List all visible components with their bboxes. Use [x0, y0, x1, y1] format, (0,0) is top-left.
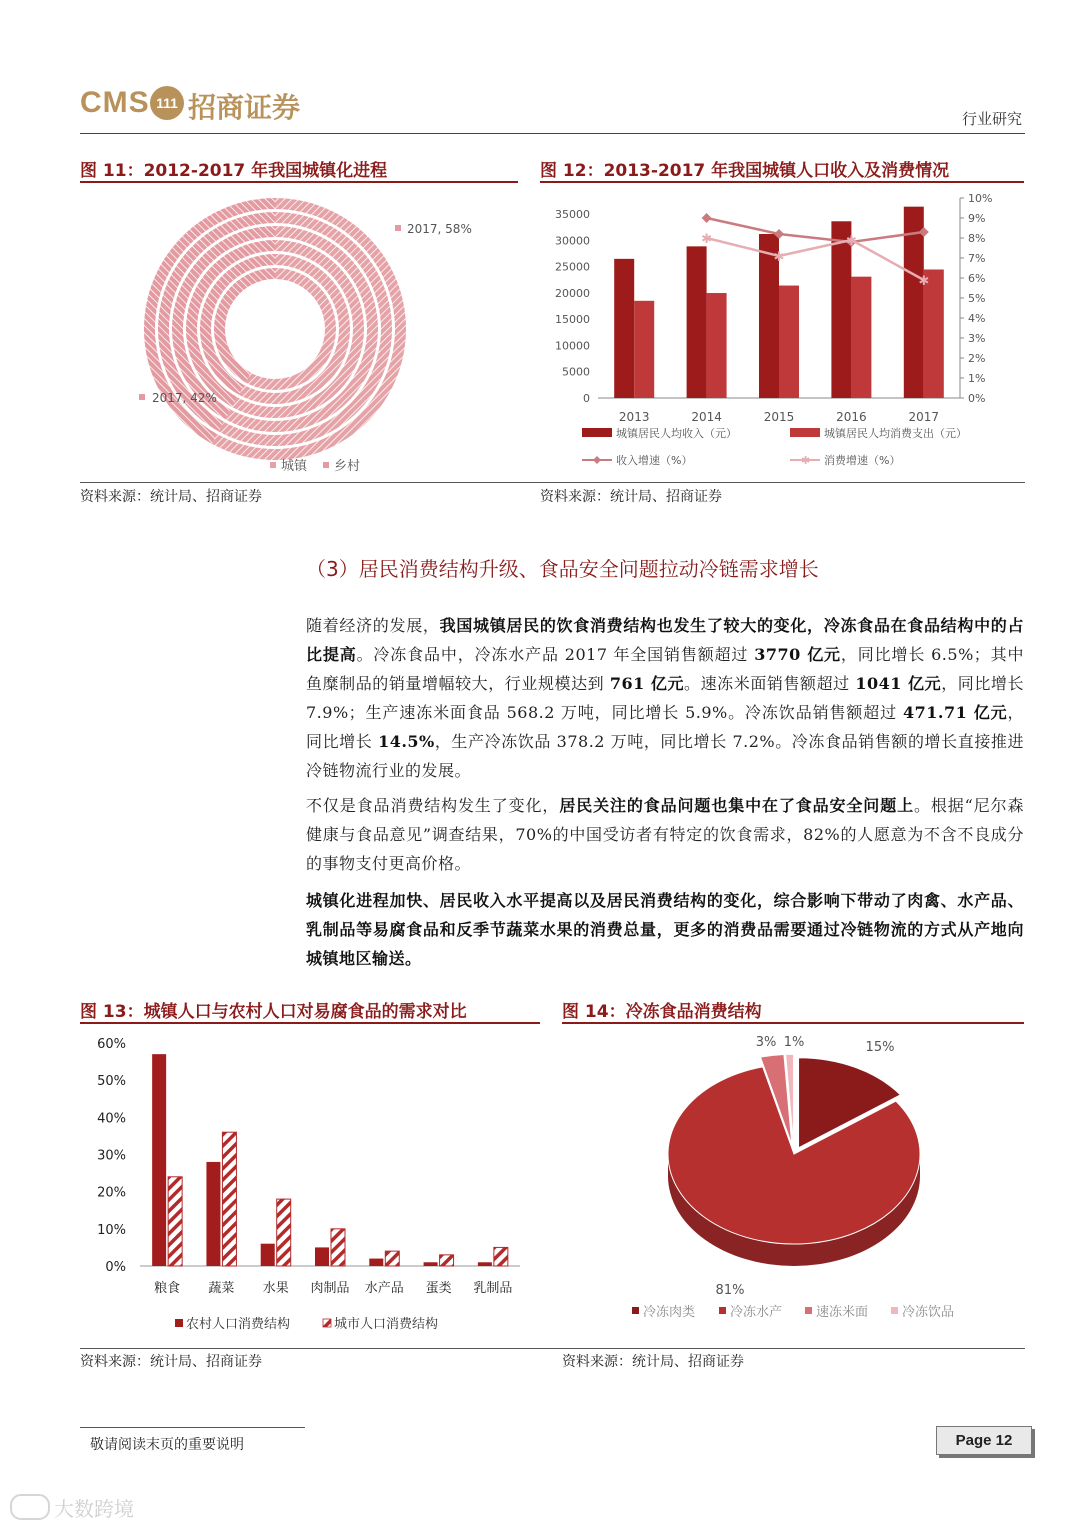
fig12-legend-inc-growth: 收入增速（%）	[616, 454, 693, 467]
fig13-x-tick: 蛋类	[425, 1281, 452, 1296]
fig14-legend-meat-swatch	[632, 1307, 639, 1314]
text-run: 761 亿元	[609, 674, 685, 693]
fig13-x-tick: 蔬菜	[208, 1281, 235, 1296]
fig12-legend-income-swatch	[582, 428, 612, 437]
fig11-label-rural: 2017, 42%	[152, 391, 217, 405]
paragraph-2	[306, 791, 1024, 878]
fig13-title-rule	[80, 1022, 540, 1024]
fig12-right-tick: 3%	[968, 332, 986, 345]
fig12-x-tick: 2015	[763, 410, 795, 424]
fig14-data-label: 15%	[865, 1040, 895, 1055]
paragraph-3	[306, 886, 1024, 973]
fig13-bar	[315, 1247, 329, 1266]
footer-note: 敬请阅读末页的重要说明	[90, 1437, 244, 1453]
page-header	[80, 84, 1025, 134]
fig12-source: 资料来源：统计局、招商证券	[540, 489, 722, 505]
fig14-legend-aquatic: 冷冻水产	[730, 1305, 783, 1320]
fig14-chart	[562, 1026, 1024, 1342]
fig12-x-tick: 2016	[836, 410, 867, 424]
fig12-right-tick: 2%	[968, 352, 986, 365]
fig12-left-tick: 15000	[555, 313, 590, 327]
fig13-x-tick: 水果	[262, 1281, 289, 1296]
fig13-legend-rural: 农村人口消费结构	[186, 1317, 291, 1332]
fig12-legend-spend: 城镇居民人均消费支出（元）	[824, 427, 967, 440]
fig12-left-tick: 10000	[555, 339, 590, 353]
fig12-left-tick: 5000	[562, 365, 590, 379]
text-run: 3770 亿元	[754, 645, 841, 664]
fig11-label-urban: 2017, 58%	[407, 222, 472, 236]
text-run: 我国城镇居民的饮食消费结构也发生了较大的变化，冷冻食品在食品结构中的占比提高	[306, 616, 1024, 664]
fig12-legend-spend-swatch	[790, 428, 820, 437]
fig12-line	[707, 238, 924, 280]
fig13-bar	[222, 1132, 236, 1266]
fig13-y-tick: 20%	[97, 1185, 126, 1201]
fig11-label-urban-marker	[395, 225, 401, 231]
fig12-line-marker	[702, 213, 712, 223]
text-run: 不仅是食品消费结构发生了变化，	[306, 796, 560, 815]
fig13-y-tick: 50%	[97, 1074, 126, 1090]
fig12-right-tick: 6%	[968, 272, 986, 285]
fig13-bar	[206, 1162, 220, 1266]
fig13-legend-urban: 城市人口消费结构	[334, 1317, 439, 1332]
watermark-text: 大数跨境	[54, 1497, 134, 1521]
fig11-legend-urban-swatch	[270, 462, 276, 468]
fig11-rings	[144, 198, 406, 460]
fig13-x-tick: 粮食	[154, 1281, 181, 1296]
fig11-title: 图 11：2012-2017 年我国城镇化进程	[80, 161, 388, 181]
fig13-bar	[440, 1255, 454, 1266]
header-rule	[80, 133, 1025, 134]
fig12-right-tick: 0%	[968, 392, 986, 405]
fig12-legend-inc-growth-marker	[593, 456, 601, 464]
fig-row2-bottom-rule	[80, 1348, 1025, 1349]
fig13-x-tick: 乳制品	[473, 1281, 513, 1296]
fig12-bar	[634, 301, 654, 398]
fig13-title: 图 13：城镇人口与农村人口对易腐食品的需求对比	[80, 1002, 467, 1022]
fig12-line-marker: ✱	[773, 250, 785, 265]
fig12-x-tick: 2017	[908, 410, 940, 424]
fig12-right-tick: 4%	[968, 312, 986, 325]
watermark-logo-icon	[10, 1494, 50, 1520]
fig12-legend-income: 城镇居民人均收入（元）	[616, 427, 737, 440]
fig11-chart	[80, 184, 520, 484]
fig12-right-tick: 5%	[968, 292, 986, 305]
fig11-source: 资料来源：统计局、招商证券	[80, 489, 262, 505]
fig11-ring-2012-urban	[246, 268, 336, 390]
fig13-y-tick: 30%	[97, 1148, 126, 1164]
fig13-bar	[478, 1262, 492, 1266]
fig13-source: 资料来源：统计局、招商证券	[80, 1354, 262, 1370]
text-run: 居民关注的食品问题也集中在了食品安全问题上	[559, 796, 914, 815]
fig12-right-tick: 1%	[968, 372, 986, 385]
fig12-bar	[707, 293, 727, 398]
section-heading: （3）居民消费结构升级、食品安全问题拉动冷链需求增长	[306, 557, 819, 581]
fig12-title-rule	[540, 181, 1024, 183]
fig12-legend-con-growth-marker: ✱	[801, 454, 811, 467]
fig12-bar	[687, 246, 707, 398]
fig12-left-tick: 30000	[555, 234, 590, 248]
fig13-x-tick: 肉制品	[310, 1281, 350, 1296]
fig12-left-tick: 0	[583, 392, 590, 405]
fig13-y-tick: 40%	[97, 1111, 126, 1127]
text-run: 14.5%	[378, 732, 435, 751]
section-label: 行业研究	[961, 110, 1022, 128]
fig11-legend-rural-swatch	[323, 462, 329, 468]
text-run: ，同比增长 6.5%；其中鱼糜制品的销量增幅较大，行业规模达到	[306, 645, 1024, 693]
fig14-legend-noodle: 速冻米面	[816, 1305, 869, 1320]
fig13-bar	[152, 1054, 166, 1266]
logo-badge: 111	[150, 86, 184, 120]
fig12-bar	[779, 286, 799, 398]
fig11-legend-urban: 城镇	[281, 459, 308, 474]
fig14-legend-meat: 冷冻肉类	[643, 1305, 696, 1320]
fig14-legend-drink: 冷冻饮品	[902, 1305, 955, 1320]
fig12-line	[707, 218, 924, 242]
fig14-legend-noodle-swatch	[805, 1307, 812, 1314]
fig12-right-tick: 10%	[968, 192, 993, 205]
fig12-x-tick: 2014	[691, 410, 722, 424]
fig13-legend-rural-swatch	[175, 1319, 183, 1327]
fig12-legend-con-growth: 消费增速（%）	[824, 454, 901, 467]
fig12-line-marker: ✱	[845, 234, 857, 249]
fig13-bar	[168, 1177, 182, 1266]
fig13-legend-urban-swatch	[323, 1319, 331, 1327]
fig14-title-rule	[562, 1022, 1024, 1024]
text-run: 。冷冻食品中，冷冻水产品 2017 年全国销售额超过	[356, 645, 755, 664]
fig12-left-tick: 25000	[555, 260, 590, 274]
fig13-bar	[385, 1251, 399, 1266]
fig11-legend-rural: 乡村	[334, 459, 361, 474]
footer-rule	[80, 1427, 305, 1428]
fig14-legend-aquatic-swatch	[719, 1307, 726, 1314]
fig13-chart	[80, 1026, 540, 1342]
text-run: ，同比增长 7.9%；生产速冻米面食品 568.2 万吨，同比增长 5.9%。冷冻饮品销售额超过	[306, 674, 1024, 722]
fig12-chart	[540, 188, 1024, 473]
fig13-bar	[331, 1229, 345, 1266]
fig11-title-rule	[80, 181, 518, 183]
fig11-label-rural-marker	[139, 394, 145, 400]
fig12-bar	[614, 259, 634, 398]
fig12-line-marker: ✱	[918, 274, 930, 289]
text-run: 1041 亿元	[855, 674, 942, 693]
fig12-line-marker: ✱	[701, 232, 713, 247]
text-run: 。根据“尼尔森健康与食品意见”调查结果，70%的中国受访者有特定的饮食需求，82%的人愿意为不含不良成分的事物支付更高价格。	[306, 796, 1024, 873]
fig12-left-tick: 20000	[555, 286, 590, 300]
text-run: ，生产冷冻饮品 378.2 万吨，同比增长 7.2%。冷冻食品销售额的增长直接推进冷链物流行业的发展。	[306, 732, 1024, 780]
fig13-bar	[369, 1259, 383, 1266]
fig12-right-tick: 8%	[968, 232, 986, 245]
fig13-y-tick: 10%	[97, 1222, 126, 1238]
fig13-x-tick: 水产品	[364, 1281, 404, 1296]
logo-chinese-name: 招商证券	[188, 91, 301, 124]
fig13-bar	[261, 1244, 275, 1266]
fig12-left-tick: 35000	[555, 208, 590, 221]
fig12-right-tick: 7%	[968, 252, 986, 265]
text-run: 471.71 亿元	[903, 703, 1008, 722]
fig12-right-tick: 9%	[968, 212, 986, 225]
fig12-x-tick: 2013	[618, 410, 650, 424]
logo-cms: CMS	[80, 86, 150, 119]
text-run: 。速冻米面销售额超过	[684, 674, 856, 693]
fig13-y-tick: 60%	[97, 1037, 126, 1052]
fig12-bar	[851, 277, 871, 398]
fig13-bar	[277, 1199, 291, 1266]
text-run: ，同比增长	[306, 703, 1024, 751]
fig13-bar	[424, 1262, 438, 1266]
fig-row1-bottom-rule	[80, 482, 1025, 483]
fig14-title: 图 14：冷冻食品消费结构	[562, 1002, 762, 1022]
paragraph-1	[306, 611, 1024, 785]
page-number: Page 12	[936, 1426, 1032, 1455]
text-run: 城镇化进程加快、居民收入水平提高以及居民消费结构的变化，综合影响下带动了肉禽、水产品、乳制品等易腐食品和反季节蔬菜水果的消费总量，更多的消费品需要通过冷链物流的方式从产地向城镇地区输送。	[306, 891, 1024, 968]
fig14-source: 资料来源：统计局、招商证券	[562, 1354, 744, 1370]
fig13-bar	[494, 1247, 508, 1266]
fig13-y-tick: 0%	[105, 1260, 126, 1275]
text-run: 随着经济的发展，	[306, 616, 440, 635]
fig14-legend-drink-swatch	[891, 1307, 898, 1314]
fig14-data-label: 1%	[783, 1035, 805, 1050]
fig14-data-label: 3%	[755, 1035, 777, 1050]
fig12-title: 图 12：2013-2017 年我国城镇人口收入及消费情况	[540, 161, 950, 181]
fig14-data-label: 81%	[715, 1283, 745, 1298]
